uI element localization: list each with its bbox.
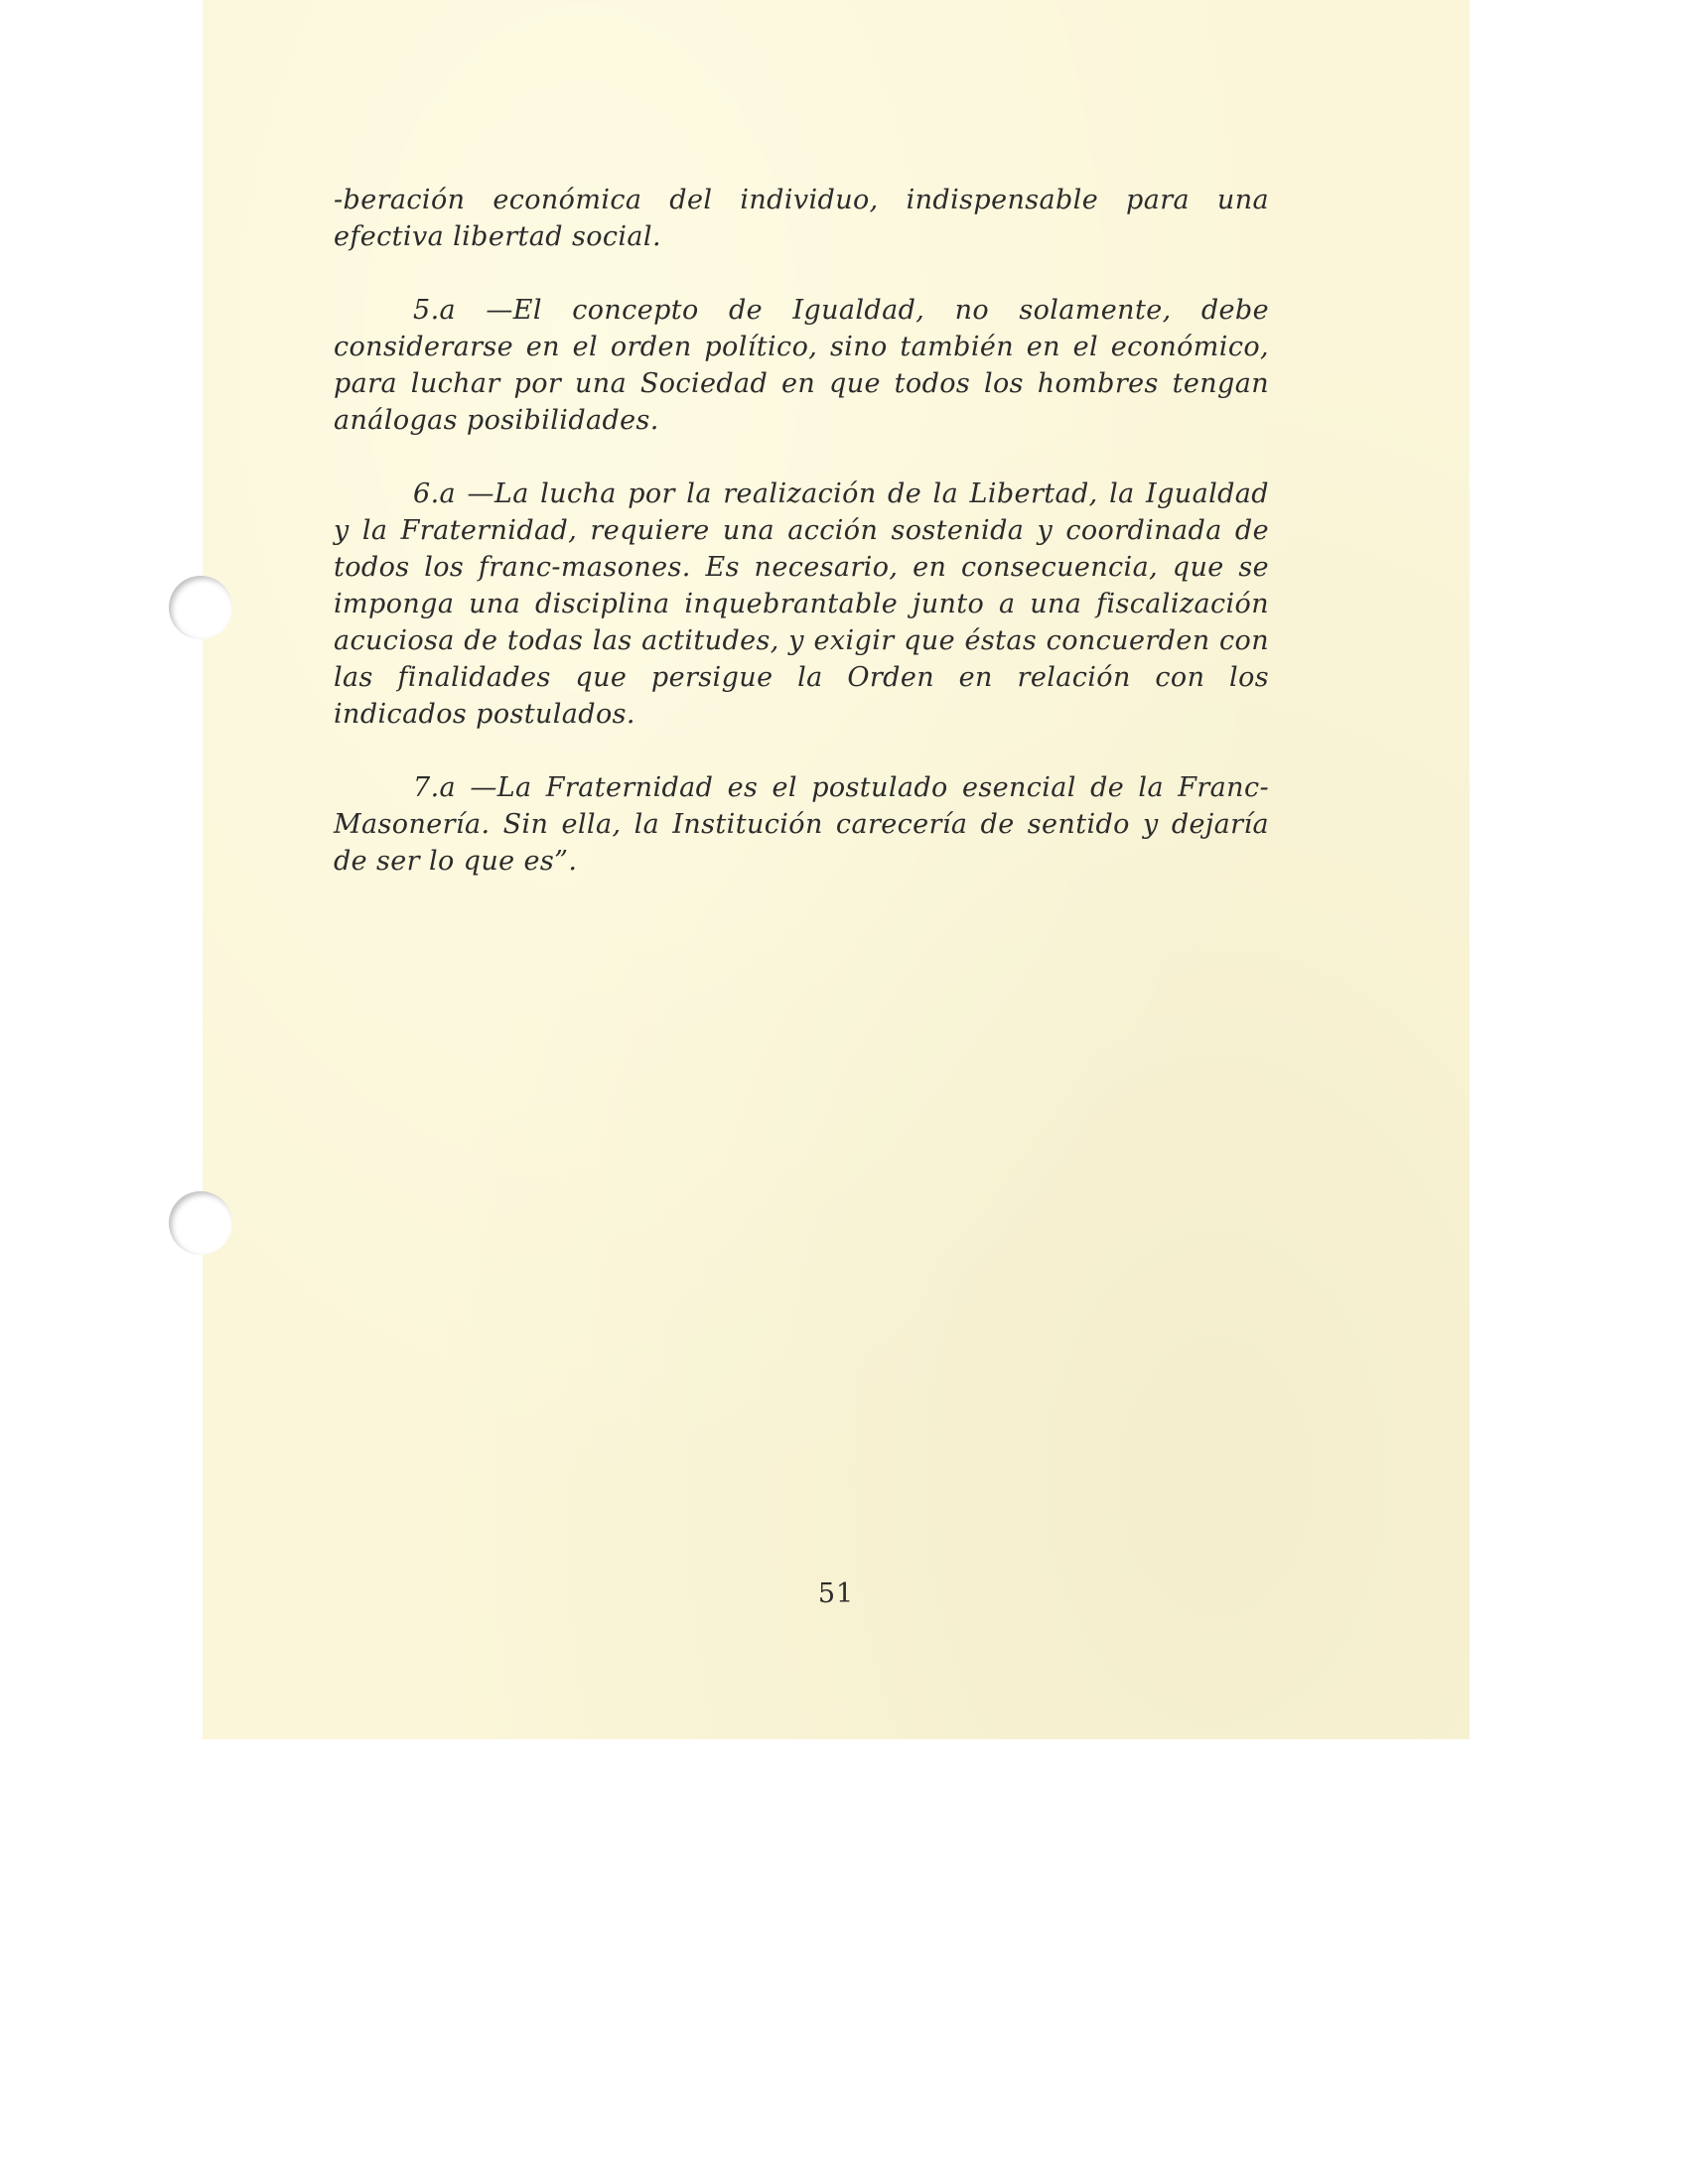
punch-hole-top xyxy=(169,576,232,639)
page-number: 51 xyxy=(817,1578,855,1609)
paragraph-6: 6.a —La lucha por la realización de la Libertad, la Igualdad y la Fraternidad, requiere una acción sostenida y coordinada de todos los franc-masones. Es necesario, en consecuencia, que se imponga una disciplina inquebrantable junto a una fiscalización acuciosa de todas las actitudes, y exigir que éstas concuerden con las finalidades que persigue la Orden en relación con los indicados postulados. xyxy=(334,478,1269,730)
body-text xyxy=(334,182,1269,880)
scanned-page xyxy=(203,0,1470,1739)
punch-hole-bottom xyxy=(169,1191,232,1255)
paragraph-7: 7.a —La Fraternidad es el postulado esencial de la Franc-Masonería. Sin ella, la Institución carecería de sentido y dejaría de ser lo que es”. xyxy=(334,772,1269,877)
paragraph-continuation: -beración económica del individuo, indispensable para una efectiva libertad social. xyxy=(334,185,1269,252)
paragraph-5: 5.a —El concepto de Igualdad, no solamente, debe considerarse en el orden político, sino también en el económico, para luchar por una Sociedad en que todos los hombres tengan análogas posibilidades. xyxy=(334,295,1269,436)
